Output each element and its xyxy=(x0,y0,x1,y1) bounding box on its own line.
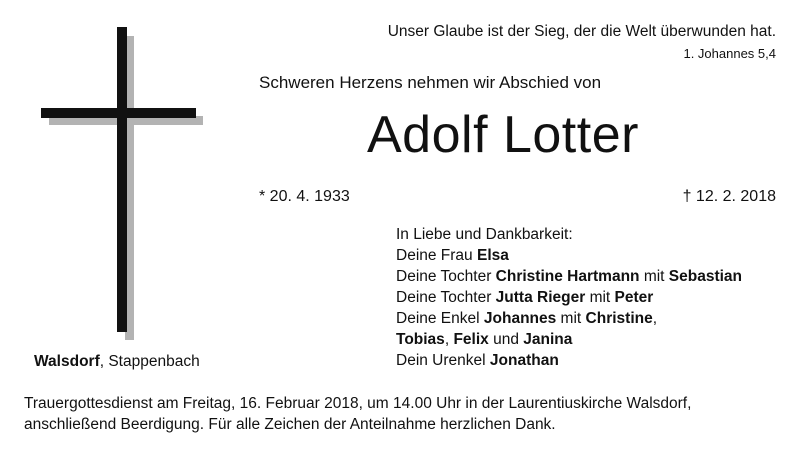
mourner-name: Janina xyxy=(523,331,573,348)
location-primary: Walsdorf xyxy=(34,353,100,370)
mourner-line xyxy=(396,308,742,329)
birth-date: * 20. 4. 1933 xyxy=(259,188,350,205)
mourner-relation: Deine Frau xyxy=(396,247,477,264)
bible-reference: 1. Johannes 5,4 xyxy=(683,46,776,61)
location-secondary: , Stappenbach xyxy=(99,353,200,370)
mourners-list xyxy=(396,245,742,371)
mourner-name: Elsa xyxy=(476,247,509,264)
mourner-relation: mit xyxy=(639,268,669,285)
mourner-name: Christine Hartmann xyxy=(495,268,640,285)
service-info-line2: anschließend Beerdigung. Für alle Zeichen der Anteilnahme herzlichen Dank. xyxy=(24,416,556,433)
mourners-block xyxy=(396,224,742,371)
mourner-relation: , xyxy=(444,331,454,348)
mourner-line xyxy=(396,350,742,371)
cross-horizontal-beam xyxy=(41,108,196,118)
mourner-name: Tobias xyxy=(396,331,445,348)
location xyxy=(34,351,200,372)
mourner-line xyxy=(396,287,742,308)
mourner-name: Sebastian xyxy=(668,268,743,285)
service-info-line1: Trauergottesdienst am Freitag, 16. Februar 2018, um 14.00 Uhr in der Laurentiuskirche Walsdorf, xyxy=(24,395,692,412)
mourner-name: Johannes xyxy=(483,310,557,327)
deceased-name: Adolf Lotter xyxy=(367,106,639,164)
mourner-line xyxy=(396,245,742,266)
mourner-relation: Deine Tochter xyxy=(396,268,496,285)
mourner-relation: Deine Enkel xyxy=(396,310,484,327)
mourner-name: Felix xyxy=(453,331,489,348)
mourner-line xyxy=(396,266,742,287)
mourner-relation: mit xyxy=(556,310,586,327)
mourner-relation: Dein Urenkel xyxy=(396,352,490,369)
bible-verse: Unser Glaube ist der Sieg, der die Welt überwunden hat. xyxy=(387,23,776,40)
cross-vertical-beam xyxy=(117,27,127,332)
mourner-name: Jutta Rieger xyxy=(495,289,586,306)
mourner-name: Peter xyxy=(614,289,654,306)
mourner-relation: Deine Tochter xyxy=(396,289,496,306)
death-date: † 12. 2. 2018 xyxy=(682,188,776,205)
intro-text: Schweren Herzens nehmen wir Abschied von xyxy=(259,73,602,92)
mourner-relation: mit xyxy=(585,289,615,306)
mourner-name: Christine xyxy=(585,310,653,327)
mourner-line xyxy=(396,329,742,350)
mourner-relation: , xyxy=(652,310,658,327)
mourners-intro: In Liebe und Dankbarkeit: xyxy=(396,226,573,243)
mourner-name: Jonathan xyxy=(489,352,559,369)
mourner-relation: und xyxy=(488,331,524,348)
